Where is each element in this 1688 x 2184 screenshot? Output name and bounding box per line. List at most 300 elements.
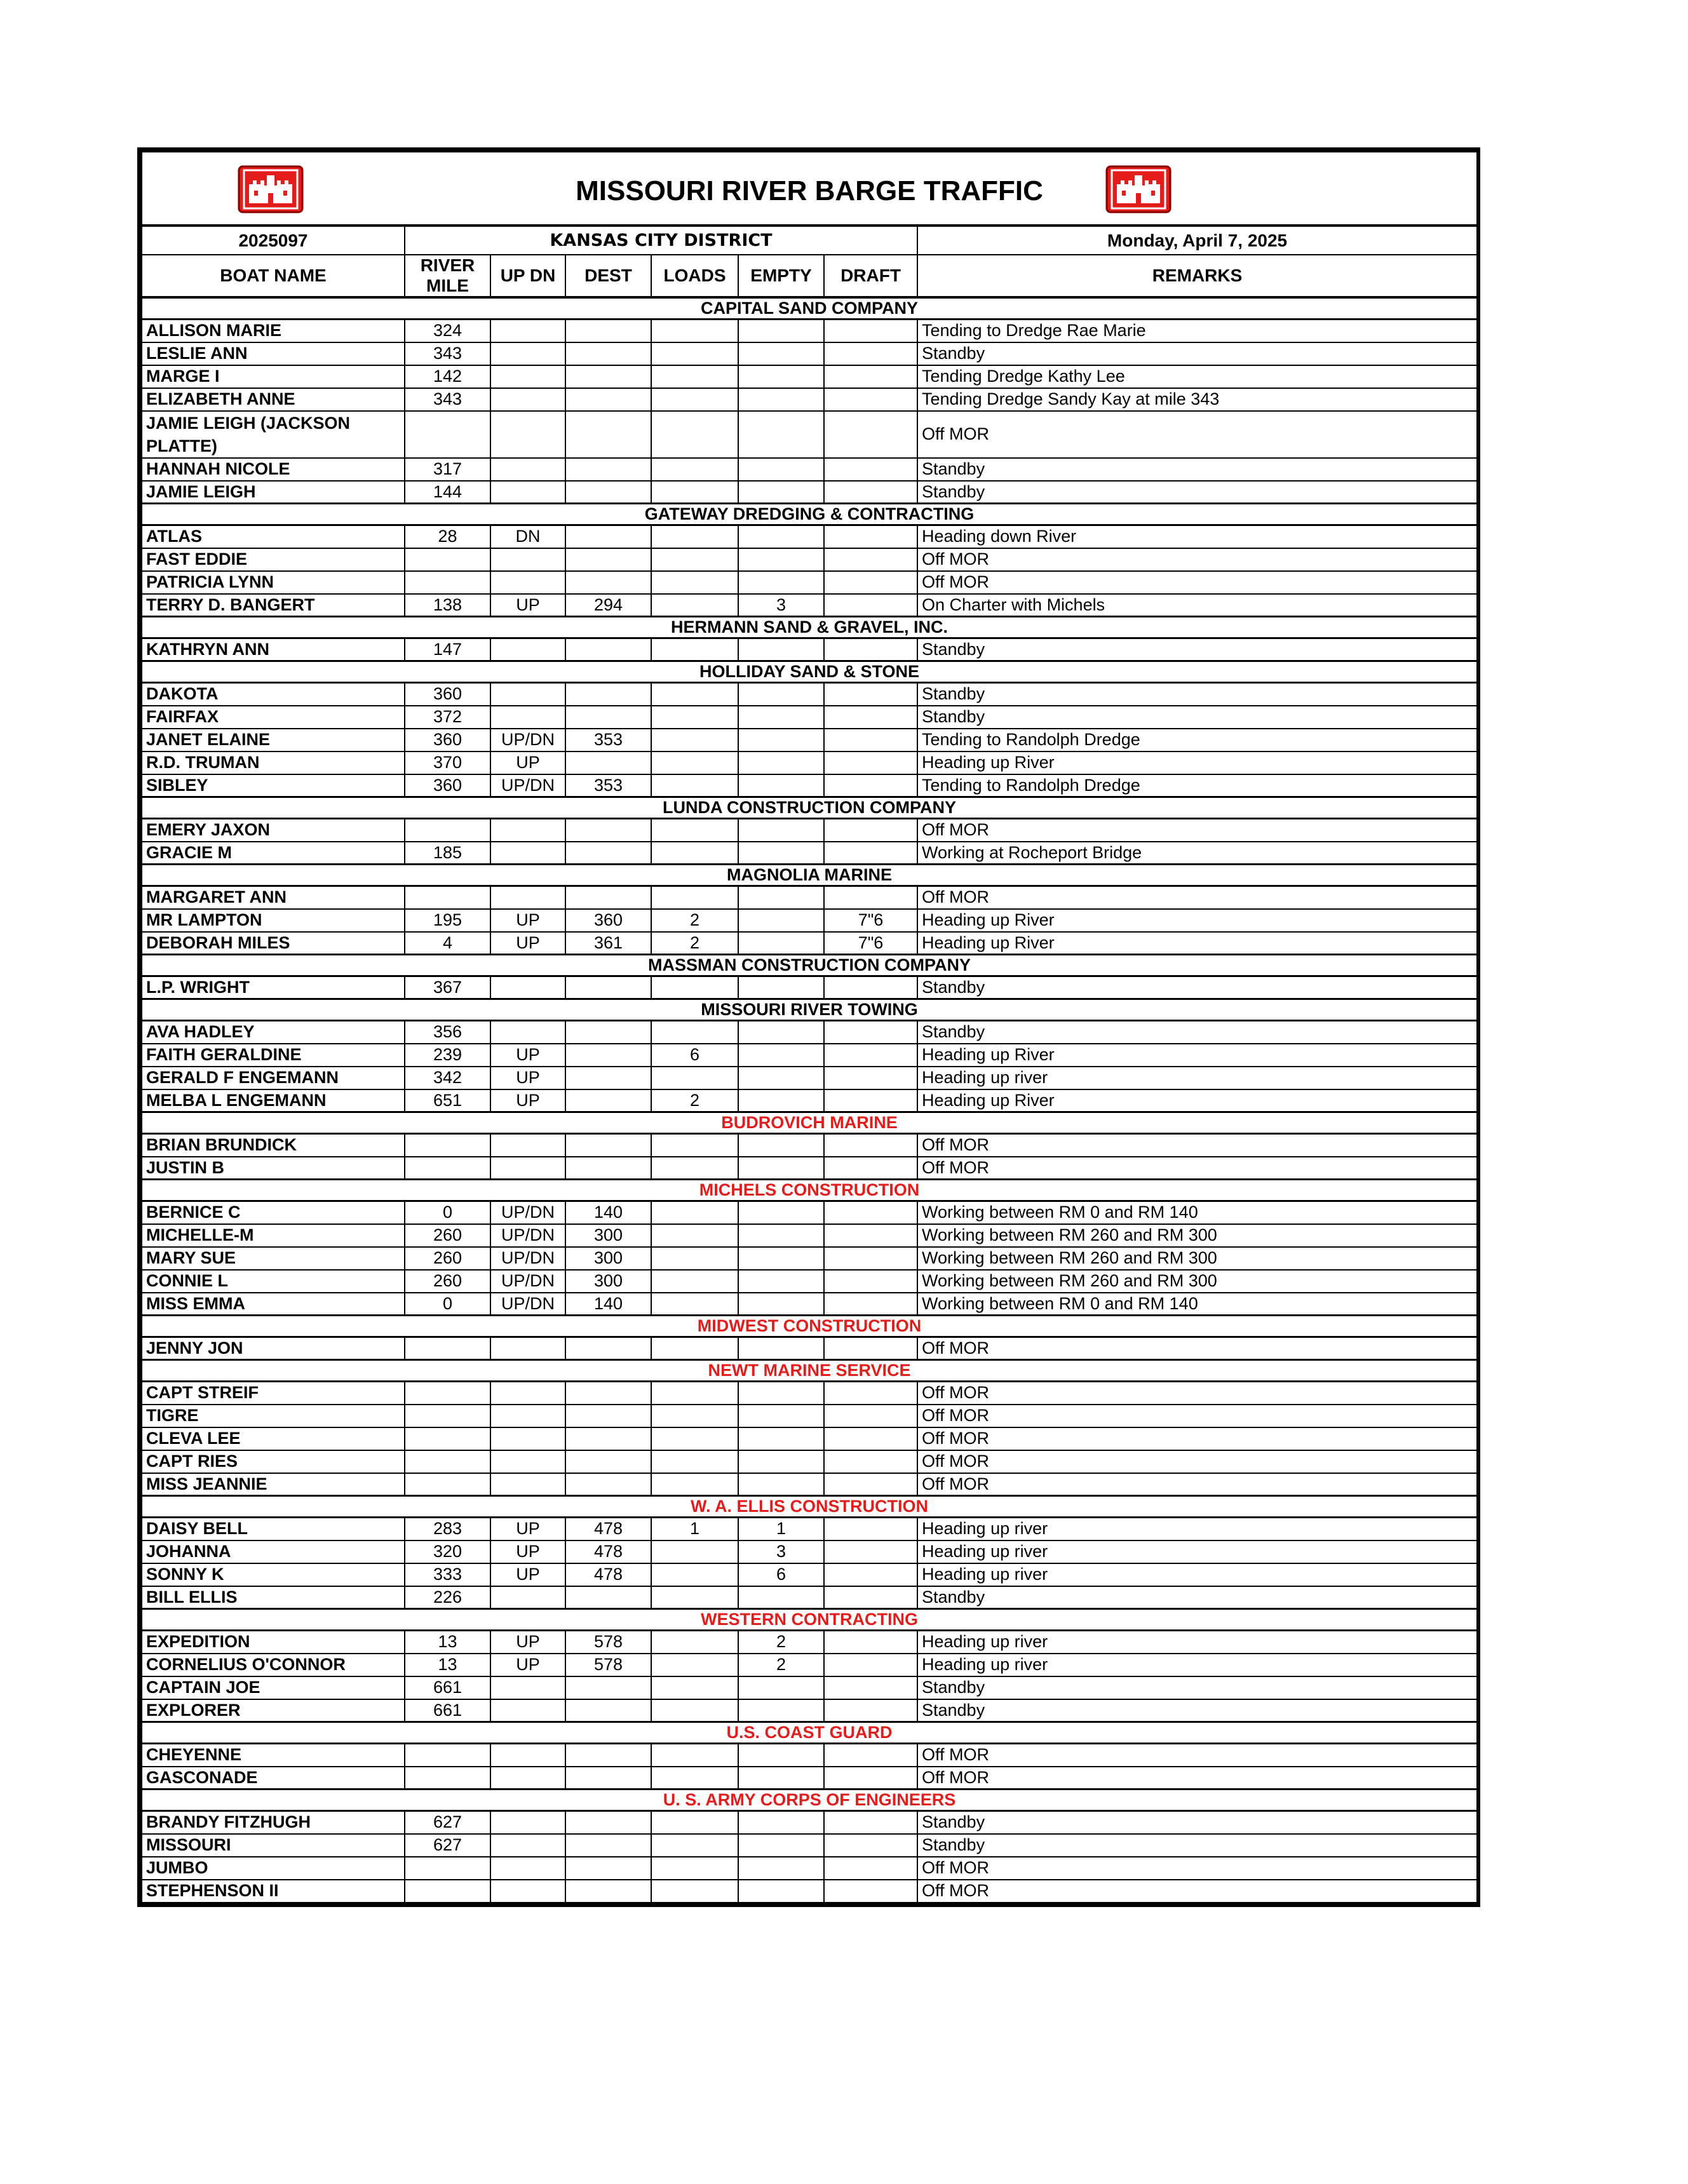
table-row	[142, 1744, 1477, 1767]
district-name: KANSAS CITY DISTRICT	[405, 226, 917, 255]
empty-cell	[738, 1427, 824, 1450]
draft-cell	[824, 1270, 917, 1293]
direction-cell: UP/DN	[490, 774, 565, 797]
loads-cell	[651, 706, 738, 729]
empty-cell	[738, 1067, 824, 1089]
direction-cell	[490, 706, 565, 729]
loads-cell	[651, 320, 738, 342]
boat-name-cell: AVA HADLEY	[142, 1021, 405, 1044]
loads-cell	[651, 842, 738, 865]
loads-cell	[651, 1563, 738, 1586]
boat-name-cell: BILL ELLIS	[142, 1586, 405, 1609]
table-row	[142, 909, 1477, 932]
boat-name-cell: GRACIE M	[142, 842, 405, 865]
draft-cell	[824, 1518, 917, 1540]
direction-cell: UP	[490, 932, 565, 955]
remarks-cell: Standby	[917, 638, 1477, 661]
empty-cell	[738, 1270, 824, 1293]
empty-cell	[738, 1811, 824, 1834]
company-section-row	[142, 1316, 1477, 1337]
loads-cell	[651, 594, 738, 617]
draft-cell	[824, 638, 917, 661]
remarks-cell: Tending to Randolph Dredge	[917, 774, 1477, 797]
boat-name-cell: MR LAMPTON	[142, 909, 405, 932]
direction-cell: UP	[490, 752, 565, 774]
table-row	[142, 1857, 1477, 1880]
destination-cell: 478	[565, 1563, 651, 1586]
table-row	[142, 1834, 1477, 1857]
river-mile-cell: 239	[405, 1044, 490, 1067]
river-mile-cell: 324	[405, 320, 490, 342]
draft-cell	[824, 1699, 917, 1722]
loads-cell	[651, 1676, 738, 1699]
draft-cell	[824, 388, 917, 411]
river-mile-cell: 144	[405, 481, 490, 504]
loads-cell	[651, 752, 738, 774]
river-mile-cell	[405, 1450, 490, 1473]
remarks-cell: Heading up river	[917, 1631, 1477, 1654]
company-section-row	[142, 1496, 1477, 1518]
river-mile-cell: 13	[405, 1654, 490, 1676]
loads-cell	[651, 1382, 738, 1405]
direction-cell: UP	[490, 1518, 565, 1540]
river-mile-cell	[405, 1427, 490, 1450]
company-name: U. S. ARMY CORPS OF ENGINEERS	[142, 1790, 1477, 1811]
river-mile-cell: 360	[405, 729, 490, 752]
loads-cell: 6	[651, 1044, 738, 1067]
draft-cell	[824, 1654, 917, 1676]
remarks-cell: Off MOR	[917, 1473, 1477, 1496]
river-mile-cell: 320	[405, 1540, 490, 1563]
loads-cell	[651, 1540, 738, 1563]
river-mile-cell: 343	[405, 388, 490, 411]
river-mile-cell: 0	[405, 1293, 490, 1316]
boat-name-cell: JAMIE LEIGH (JACKSON PLATTE)	[142, 411, 405, 458]
river-mile-cell	[405, 886, 490, 909]
remarks-cell: Off MOR	[917, 1157, 1477, 1180]
destination-cell: 578	[565, 1631, 651, 1654]
river-mile-cell	[405, 571, 490, 594]
report-info-row	[142, 226, 1477, 255]
direction-cell	[490, 1157, 565, 1180]
empty-cell	[738, 1473, 824, 1496]
loads-cell	[651, 411, 738, 458]
destination-cell: 478	[565, 1518, 651, 1540]
draft-cell	[824, 1880, 917, 1903]
direction-cell	[490, 1676, 565, 1699]
destination-cell	[565, 1337, 651, 1360]
river-mile-cell	[405, 1857, 490, 1880]
loads-cell	[651, 729, 738, 752]
draft-cell	[824, 1224, 917, 1247]
empty-cell	[738, 365, 824, 388]
loads-cell	[651, 1473, 738, 1496]
empty-cell	[738, 1293, 824, 1316]
remarks-cell: Off MOR	[917, 819, 1477, 842]
company-name: HERMANN SAND & GRAVEL, INC.	[142, 617, 1477, 638]
river-mile-cell: 283	[405, 1518, 490, 1540]
draft-cell	[824, 729, 917, 752]
draft-cell	[824, 774, 917, 797]
boat-name-cell: MARY SUE	[142, 1247, 405, 1270]
table-row	[142, 752, 1477, 774]
table-row	[142, 886, 1477, 909]
direction-cell	[490, 481, 565, 504]
draft-cell	[824, 1089, 917, 1112]
empty-cell: 2	[738, 1631, 824, 1654]
empty-cell	[738, 1337, 824, 1360]
empty-cell	[738, 320, 824, 342]
company-name: GATEWAY DREDGING & CONTRACTING	[142, 504, 1477, 525]
empty-cell	[738, 1201, 824, 1224]
destination-cell	[565, 571, 651, 594]
company-name: MIDWEST CONSTRUCTION	[142, 1316, 1477, 1337]
remarks-cell: Heading up River	[917, 909, 1477, 932]
boat-name-cell: SIBLEY	[142, 774, 405, 797]
empty-cell	[738, 458, 824, 481]
loads-cell	[651, 1157, 738, 1180]
remarks-cell: Heading up River	[917, 1089, 1477, 1112]
company-name: MASSMAN CONSTRUCTION COMPANY	[142, 955, 1477, 976]
destination-cell	[565, 1044, 651, 1067]
remarks-cell: Tending to Dredge Rae Marie	[917, 320, 1477, 342]
loads-cell	[651, 1811, 738, 1834]
loads-cell	[651, 1880, 738, 1903]
remarks-cell: Heading up river	[917, 1540, 1477, 1563]
company-section-row	[142, 999, 1477, 1021]
loads-cell	[651, 638, 738, 661]
draft-cell	[824, 1586, 917, 1609]
remarks-cell: Working between RM 0 and RM 140	[917, 1201, 1477, 1224]
company-name: MAGNOLIA MARINE	[142, 865, 1477, 886]
empty-cell	[738, 1880, 824, 1903]
loads-cell	[651, 525, 738, 548]
boat-name-cell: HANNAH NICOLE	[142, 458, 405, 481]
table-row	[142, 1224, 1477, 1247]
destination-cell: 353	[565, 774, 651, 797]
remarks-cell: Off MOR	[917, 1767, 1477, 1790]
table-row	[142, 638, 1477, 661]
direction-cell	[490, 1337, 565, 1360]
direction-cell	[490, 1834, 565, 1857]
empty-cell	[738, 638, 824, 661]
empty-cell	[738, 1744, 824, 1767]
destination-cell	[565, 548, 651, 571]
remarks-cell: Tending Dredge Sandy Kay at mile 343	[917, 388, 1477, 411]
company-name: NEWT MARINE SERVICE	[142, 1360, 1477, 1382]
boat-name-cell: JENNY JON	[142, 1337, 405, 1360]
boat-name-cell: CORNELIUS O'CONNOR	[142, 1654, 405, 1676]
remarks-cell: Working at Rocheport Bridge	[917, 842, 1477, 865]
direction-cell	[490, 320, 565, 342]
table-row	[142, 1270, 1477, 1293]
destination-cell: 140	[565, 1201, 651, 1224]
company-section-row	[142, 865, 1477, 886]
loads-cell	[651, 1427, 738, 1450]
remarks-cell: Standby	[917, 1699, 1477, 1722]
destination-cell	[565, 638, 651, 661]
remarks-cell: Off MOR	[917, 411, 1477, 458]
river-mile-cell: 661	[405, 1676, 490, 1699]
destination-cell	[565, 1857, 651, 1880]
remarks-cell: Working between RM 0 and RM 140	[917, 1293, 1477, 1316]
direction-cell	[490, 1405, 565, 1427]
destination-cell	[565, 886, 651, 909]
draft-cell	[824, 365, 917, 388]
direction-cell: UP/DN	[490, 1224, 565, 1247]
river-mile-cell	[405, 1157, 490, 1180]
destination-cell	[565, 1880, 651, 1903]
draft-cell	[824, 1811, 917, 1834]
direction-cell: UP/DN	[490, 1247, 565, 1270]
table-row	[142, 1044, 1477, 1067]
table-row	[142, 819, 1477, 842]
draft-cell	[824, 819, 917, 842]
destination-cell	[565, 1767, 651, 1790]
destination-cell	[565, 976, 651, 999]
draft-cell: 7"6	[824, 909, 917, 932]
remarks-cell: Working between RM 260 and RM 300	[917, 1224, 1477, 1247]
loads-cell	[651, 388, 738, 411]
empty-cell: 3	[738, 1540, 824, 1563]
empty-cell	[738, 683, 824, 706]
empty-cell	[738, 976, 824, 999]
draft-cell	[824, 525, 917, 548]
river-mile-cell: 343	[405, 342, 490, 365]
draft-cell	[824, 1405, 917, 1427]
draft-cell	[824, 1631, 917, 1654]
boat-name-cell: MICHELLE-M	[142, 1224, 405, 1247]
barge-traffic-report	[137, 147, 1480, 1907]
table-row	[142, 842, 1477, 865]
table-row	[142, 1450, 1477, 1473]
draft-cell	[824, 976, 917, 999]
boat-name-cell: KATHRYN ANN	[142, 638, 405, 661]
remarks-cell: Standby	[917, 1676, 1477, 1699]
direction-cell: DN	[490, 525, 565, 548]
loads-cell	[651, 1586, 738, 1609]
remarks-cell: Standby	[917, 1586, 1477, 1609]
river-mile-cell: 372	[405, 706, 490, 729]
empty-cell	[738, 932, 824, 955]
empty-cell	[738, 525, 824, 548]
destination-cell	[565, 1157, 651, 1180]
table-row	[142, 1767, 1477, 1790]
draft-cell	[824, 320, 917, 342]
column-header-row	[142, 255, 1477, 297]
boat-name-cell: CAPT RIES	[142, 1450, 405, 1473]
empty-cell	[738, 1157, 824, 1180]
river-mile-cell: 370	[405, 752, 490, 774]
boat-name-cell: ELIZABETH ANNE	[142, 388, 405, 411]
draft-cell	[824, 548, 917, 571]
boat-name-cell: MISSOURI	[142, 1834, 405, 1857]
destination-cell: 578	[565, 1654, 651, 1676]
draft-cell	[824, 1744, 917, 1767]
remarks-cell: Off MOR	[917, 1450, 1477, 1473]
boat-name-cell: ATLAS	[142, 525, 405, 548]
river-mile-cell	[405, 1405, 490, 1427]
draft-cell	[824, 1157, 917, 1180]
table-row	[142, 481, 1477, 504]
direction-cell: UP	[490, 1631, 565, 1654]
draft-cell	[824, 1857, 917, 1880]
remarks-cell: Tending Dredge Kathy Lee	[917, 365, 1477, 388]
river-mile-cell: 627	[405, 1834, 490, 1857]
empty-cell	[738, 571, 824, 594]
draft-cell	[824, 683, 917, 706]
loads-cell	[651, 1744, 738, 1767]
destination-cell	[565, 388, 651, 411]
draft-cell	[824, 1563, 917, 1586]
table-row	[142, 1134, 1477, 1157]
river-mile-cell	[405, 1744, 490, 1767]
company-section-row	[142, 1609, 1477, 1631]
direction-cell	[490, 638, 565, 661]
river-mile-cell: 627	[405, 1811, 490, 1834]
direction-cell: UP	[490, 1089, 565, 1112]
empty-cell	[738, 1857, 824, 1880]
company-name: HOLLIDAY SAND & STONE	[142, 661, 1477, 683]
table-row	[142, 729, 1477, 752]
title-row	[142, 152, 1477, 226]
river-mile-cell	[405, 548, 490, 571]
boat-name-cell: GASCONADE	[142, 1767, 405, 1790]
draft-cell	[824, 594, 917, 617]
boat-name-cell: TIGRE	[142, 1405, 405, 1427]
remarks-cell: Standby	[917, 683, 1477, 706]
remarks-cell: Off MOR	[917, 1880, 1477, 1903]
direction-cell	[490, 1021, 565, 1044]
destination-cell	[565, 842, 651, 865]
remarks-cell: Working between RM 260 and RM 300	[917, 1247, 1477, 1270]
loads-cell	[651, 342, 738, 365]
table-row	[142, 411, 1477, 458]
river-mile-cell: 360	[405, 774, 490, 797]
river-mile-cell: 142	[405, 365, 490, 388]
destination-cell	[565, 1067, 651, 1089]
boat-name-cell: FAITH GERALDINE	[142, 1044, 405, 1067]
destination-cell	[565, 1021, 651, 1044]
boat-name-cell: CONNIE L	[142, 1270, 405, 1293]
direction-cell: UP	[490, 1067, 565, 1089]
destination-cell	[565, 525, 651, 548]
destination-cell	[565, 1089, 651, 1112]
draft-cell	[824, 1450, 917, 1473]
destination-cell	[565, 1382, 651, 1405]
empty-cell	[738, 342, 824, 365]
destination-cell	[565, 1744, 651, 1767]
draft-cell	[824, 1293, 917, 1316]
loads-cell	[651, 548, 738, 571]
loads-cell: 2	[651, 909, 738, 932]
table-row	[142, 1699, 1477, 1722]
destination-cell: 300	[565, 1224, 651, 1247]
direction-cell	[490, 1699, 565, 1722]
company-section-row	[142, 1180, 1477, 1201]
draft-cell	[824, 1676, 917, 1699]
direction-cell	[490, 388, 565, 411]
boat-name-cell: EMERY JAXON	[142, 819, 405, 842]
empty-cell	[738, 1089, 824, 1112]
destination-cell: 353	[565, 729, 651, 752]
boat-name-cell: LESLIE ANN	[142, 342, 405, 365]
table-row	[142, 1880, 1477, 1903]
boat-name-cell: CLEVA LEE	[142, 1427, 405, 1450]
draft-cell	[824, 752, 917, 774]
loads-cell	[651, 886, 738, 909]
remarks-cell: Heading up river	[917, 1518, 1477, 1540]
boat-name-cell: GERALD F ENGEMANN	[142, 1067, 405, 1089]
destination-cell	[565, 320, 651, 342]
table-row	[142, 1089, 1477, 1112]
boat-name-cell: CAPT STREIF	[142, 1382, 405, 1405]
empty-cell	[738, 886, 824, 909]
direction-cell: UP	[490, 1563, 565, 1586]
boat-name-cell: EXPEDITION	[142, 1631, 405, 1654]
river-mile-cell: 28	[405, 525, 490, 548]
table-row	[142, 932, 1477, 955]
remarks-cell: Heading up river	[917, 1067, 1477, 1089]
boat-name-cell: FAIRFAX	[142, 706, 405, 729]
boat-name-cell: JUMBO	[142, 1857, 405, 1880]
table-row	[142, 1563, 1477, 1586]
table-row	[142, 1067, 1477, 1089]
river-mile-cell	[405, 819, 490, 842]
table-row	[142, 1540, 1477, 1563]
direction-cell	[490, 886, 565, 909]
draft-cell	[824, 481, 917, 504]
corps-castle-icon	[238, 165, 304, 213]
company-name: MISSOURI RIVER TOWING	[142, 999, 1477, 1021]
table-row	[142, 1631, 1477, 1654]
destination-cell	[565, 752, 651, 774]
direction-cell	[490, 1857, 565, 1880]
loads-cell	[651, 1834, 738, 1857]
destination-cell: 300	[565, 1247, 651, 1270]
destination-cell	[565, 365, 651, 388]
draft-cell	[824, 571, 917, 594]
empty-cell	[738, 388, 824, 411]
direction-cell	[490, 1450, 565, 1473]
river-mile-cell: 356	[405, 1021, 490, 1044]
loads-cell	[651, 976, 738, 999]
boat-name-cell: MELBA L ENGEMANN	[142, 1089, 405, 1112]
draft-cell	[824, 1382, 917, 1405]
direction-cell: UP	[490, 1044, 565, 1067]
remarks-cell: Off MOR	[917, 1134, 1477, 1157]
loads-cell	[651, 683, 738, 706]
river-mile-cell: 317	[405, 458, 490, 481]
report-number: 2025097	[142, 226, 405, 255]
remarks-cell: Off MOR	[917, 886, 1477, 909]
table-row	[142, 320, 1477, 342]
draft-cell	[824, 1337, 917, 1360]
loads-cell	[651, 1201, 738, 1224]
direction-cell: UP	[490, 909, 565, 932]
empty-cell	[738, 1834, 824, 1857]
draft-cell	[824, 1767, 917, 1790]
destination-cell	[565, 1473, 651, 1496]
company-section-row	[142, 1790, 1477, 1811]
company-section-row	[142, 955, 1477, 976]
draft-cell	[824, 1540, 917, 1563]
direction-cell	[490, 1382, 565, 1405]
loads-cell	[651, 1857, 738, 1880]
company-section-row	[142, 1360, 1477, 1382]
boat-name-cell: JANET ELAINE	[142, 729, 405, 752]
river-mile-cell: 195	[405, 909, 490, 932]
